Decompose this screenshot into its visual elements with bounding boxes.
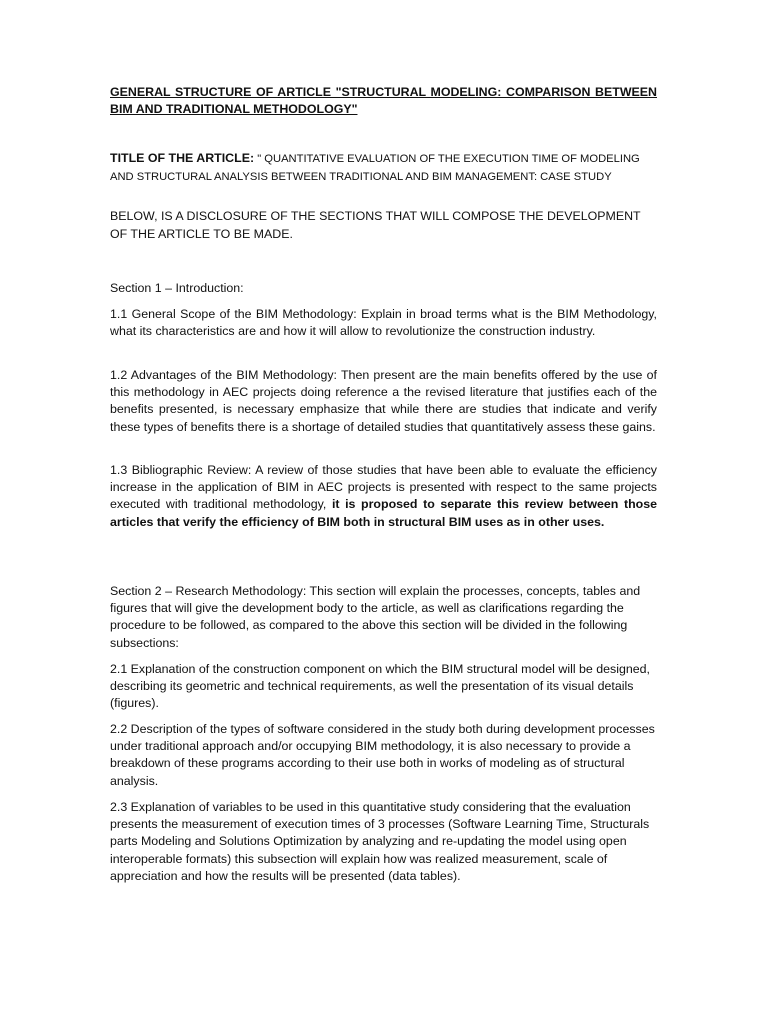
section-2-intro: Section 2 – Research Methodology: This section will explain the processes, concepts, tables and figures that will give the development body to the article, as well as clarifications regarding the procedure to be followed, as compared to the above this section will be divided in the following subsections: [110, 584, 641, 650]
subsection-1-3-text: 1.3 Bibliographic Review: A review of those studies that have been able to evaluate the efficiency increase in the application of BIM in AEC projects is presented with respect to the same projects executed with traditional methodology, [110, 463, 657, 512]
subsection-1-3 [110, 462, 657, 531]
subsection-1-3-emphasis: it is proposed to separate this review between those articles that verify the efficiency of BIM both in structural BIM uses as in other uses. [110, 497, 657, 529]
document-page [110, 84, 657, 883]
disclosure-paragraph: BELOW, IS A DISCLOSURE OF THE SECTIONS THAT WILL COMPOSE THE DEVELOPMENT OF THE ARTICLE TO BE MADE. [110, 209, 641, 241]
main-title: GENERAL STRUCTURE OF ARTICLE "STRUCTURAL MODELING: COMPARISON BETWEEN BIM AND TRADITIONAL METHODOLOGY" [110, 85, 657, 116]
section-1-heading: Section 1 – Introduction: [110, 281, 244, 295]
subsection-1-1: 1.1 General Scope of the BIM Methodology: Explain in broad terms what is the BIM Methodology, what its characteristics are and how it will allow to revolutionize the construction industry. [110, 307, 657, 339]
article-title [110, 150, 657, 186]
article-title-label: TITLE OF THE ARTICLE: [110, 151, 255, 165]
subsection-2-3: 2.3 Explanation of variables to be used in this quantitative study considering that the evaluation presents the measurement of execution times of 3 processes (Software Learning Time, Structurals parts Modeling and Solutions Optimization by analyzing and re-updating the model using open interoperable formats) this subsection will explain how was realized measurement, scale of appreciation and how the results will be presented (data tables). [110, 800, 650, 883]
subsection-1-2: 1.2 Advantages of the BIM Methodology: Then present are the main benefits offered by the use of this methodology in AEC projects doing reference a the revised literature that justifies each of the benefits presented, is necessary emphasize that while there are studies that indicate and verify these types of benefits there is a shortage of detailed studies that quantitatively assess these gains. [110, 368, 657, 434]
subsection-2-2: 2.2 Description of the types of software considered in the study both during development processes under traditional approach and/or occupying BIM methodology, it is also necessary to provide a breakdown of these programs according to their use both in works of modeling as of structural analysis. [110, 722, 655, 788]
article-title-value: " QUANTITATIVE EVALUATION OF THE EXECUTION TIME OF MODELING AND STRUCTURAL ANALYSIS BETWEEN TRADITIONAL AND BIM MANAGEMENT: CASE STUDY [110, 153, 640, 183]
subsection-2-1: 2.1 Explanation of the construction component on which the BIM structural model will be designed, describing its geometric and technical requirements, as well the presentation of its visual details (figures). [110, 662, 650, 711]
